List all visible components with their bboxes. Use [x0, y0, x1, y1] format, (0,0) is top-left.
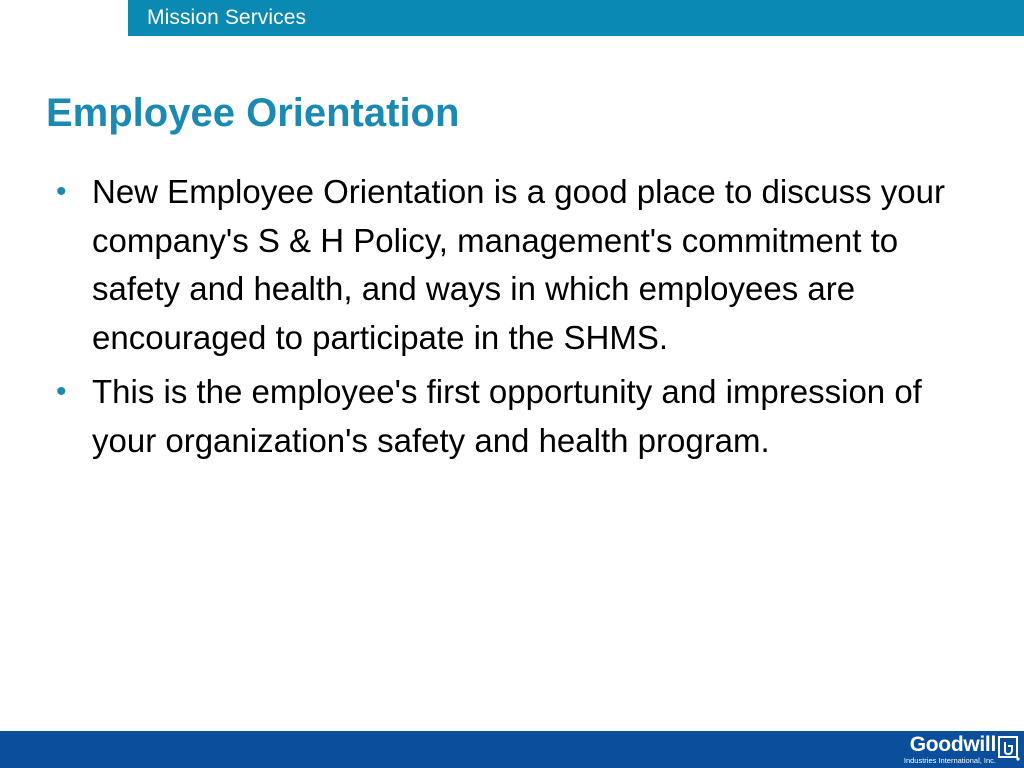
- bullet-item: [56, 168, 976, 362]
- logo-subtitle: Industries International, Inc.: [903, 756, 996, 765]
- footer-bar: [0, 731, 1024, 768]
- logo-word: Goodwill: [909, 733, 996, 756]
- bullet-text: New Employee Orientation is a good place to discuss your company's S & H Policy, management's commitment to safety and health, and ways in which employees are encouraged to participate in the SHMS.: [92, 173, 945, 356]
- bullet-list: [56, 168, 976, 471]
- header-bar-left-block: [0, 0, 128, 36]
- bullet-icon: •: [56, 175, 67, 208]
- goodwill-logo: [904, 734, 1020, 766]
- header-bar: [0, 0, 1024, 36]
- logo-text: [904, 734, 996, 765]
- bullet-text: This is the employee's first opportunity and impression of your organization's safety and health program.: [92, 373, 922, 459]
- goodwill-smiling-g-icon: [998, 736, 1020, 767]
- slide-title: Employee Orientation: [46, 91, 460, 135]
- bullet-item: [56, 368, 976, 465]
- section-label: Mission Services: [147, 6, 307, 29]
- bullet-icon: •: [56, 375, 67, 408]
